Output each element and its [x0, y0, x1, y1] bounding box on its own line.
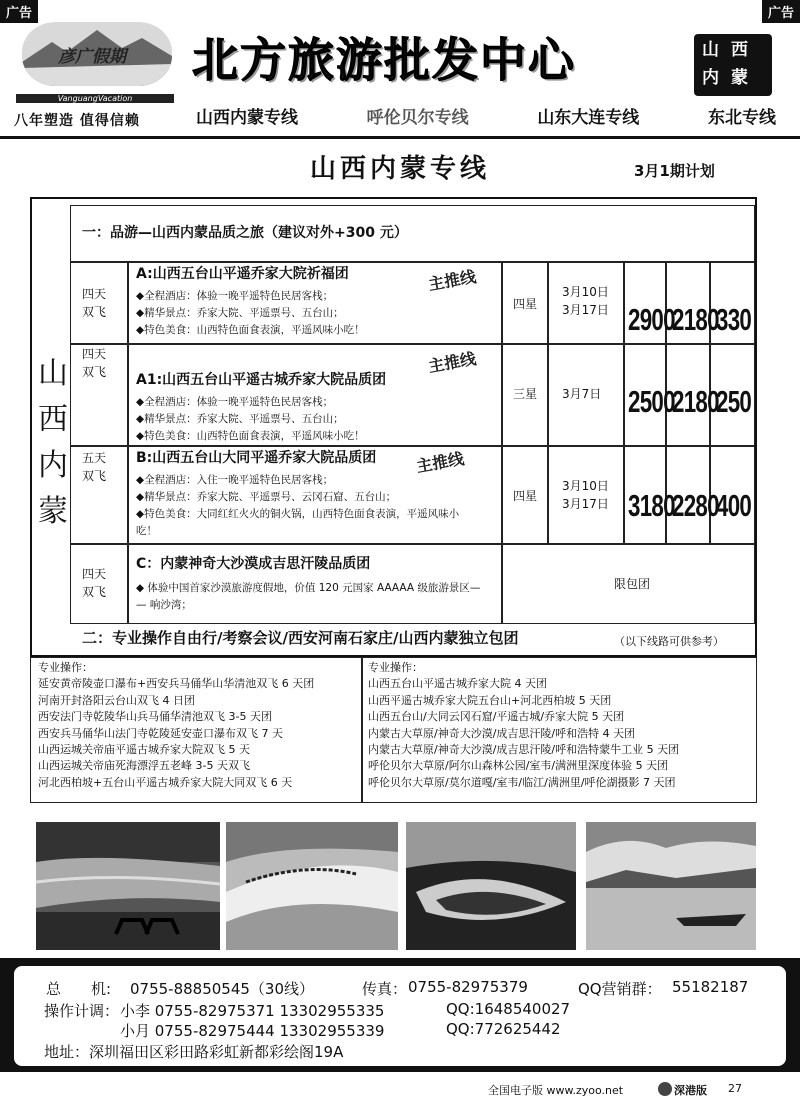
product-a1-line: ◆特色美食：山西特色面食表演，平遥风味小吃！ — [136, 430, 365, 442]
ops-item: 内蒙古大草原/神奇大沙漠/成吉思汗陵/呼和浩特蒙牛工业 5 天团 — [368, 743, 680, 757]
route-item: 东北专线 — [707, 108, 776, 128]
ops-item: 呼伦贝尔大草原/阿尔山森林公园/室韦/满洲里深度体验 5 天团 — [368, 759, 669, 773]
product-c-line: ◆ 体验中国首家沙漠旅游度假地，价值 120 元国家 AAAAA 级旅游景区— — [136, 582, 481, 594]
product-c-note: 限包团 — [614, 577, 651, 591]
push-tag: 主推线 — [426, 266, 478, 295]
product-b-days: 五天 — [82, 451, 107, 465]
section-title: 山西内蒙专线 — [309, 154, 490, 184]
ops-item: 内蒙古大草原/神奇大沙漠/成吉思汗陵/呼和浩特 4 天团 — [368, 726, 636, 740]
product-b-price: 2280 — [672, 488, 719, 523]
route-item: 呼伦贝尔专线 — [366, 108, 469, 128]
qq-group-label: QQ营销群： — [578, 980, 662, 998]
product-a1-price: 250 — [716, 384, 752, 419]
product-b-price: 400 — [716, 488, 752, 523]
site-logo-icon — [658, 1082, 672, 1096]
qq-2: QQ:772625442 — [446, 1020, 561, 1038]
product-a-line: ◆特色美食：山西特色面食表演，平遥风味小吃！ — [136, 324, 365, 336]
ops-item: 山西五台山平遥古城乔家大院 4 天团 — [368, 677, 547, 691]
product-a-price: 330 — [716, 302, 752, 337]
product-b-name: B:山西五台山大同平遥乔家大院品质团 — [136, 450, 377, 466]
product-a1-price: 2180 — [672, 384, 719, 419]
ops-title: 专业操作： — [368, 661, 423, 674]
logo-subtitle: VanguangVacation — [16, 94, 174, 103]
product-b-price: 3180 — [628, 488, 675, 523]
ops-item: 河南开封洛阳云台山双飞 4 日团 — [38, 693, 195, 707]
product-a-date: 3月17日 — [562, 303, 609, 317]
product-a-line: ◆精华景点：乔家大院、平遥票号、五台山； — [136, 307, 344, 319]
main-line: 0755-88850545（30线） — [130, 980, 315, 998]
ops-item: 山西运城关帝庙平遥古城乔家大院双飞 5 天 — [38, 743, 250, 757]
main-line-label: 总 机: — [46, 980, 112, 998]
product-a-price: 2900 — [628, 302, 675, 337]
ops-contact-2: 小月 0755-82975444 13302955339 — [120, 1022, 385, 1040]
edition: 深港版 — [674, 1084, 707, 1097]
qq-group: 55182187 — [672, 978, 749, 996]
ops-contact-1: 小李 0755-82975371 13302955335 — [120, 1002, 385, 1020]
product-a1-mode: 双飞 — [82, 365, 107, 379]
fax-number: 0755-82975379 — [408, 978, 528, 996]
product-c-days: 四天 — [82, 567, 107, 581]
product-a-days: 四天 — [82, 287, 107, 301]
ops-item: 山西五台山/大同云冈石窟/平遥古城/乔家大院 5 天团 — [368, 710, 625, 724]
river-bend-photo — [406, 822, 576, 950]
slogan: 八年塑造 值得信赖 — [14, 113, 140, 129]
product-a1-line: ◆全程酒店：体验一晚平遥特色民居客栈； — [136, 396, 334, 408]
ops-contact-label: 操作计调： — [44, 1002, 120, 1020]
row-header-2-note: （以下线路可供参考） — [614, 635, 724, 648]
product-a-mode: 双飞 — [82, 305, 107, 319]
product-a1-days: 四天 — [82, 347, 107, 361]
ops-item: 山西平遥古城乔家大院五台山+河北西柏坡 5 天团 — [368, 693, 612, 707]
product-a-name: A:山西五台山平遥乔家大院祈福团 — [136, 266, 349, 282]
product-b-line: 吃！ — [136, 525, 157, 537]
plan-label: 3月1期计划 — [634, 162, 715, 180]
product-a-star: 四星 — [513, 297, 538, 311]
row-header-2: 二：专业操作自由行/考察会议/西安河南石家庄/山西内蒙独立包团 — [82, 629, 519, 647]
ops-item: 西安法门寺乾陵华山兵马俑华清池双飞 3-5 天团 — [38, 710, 272, 724]
ops-item: 河北西柏坡+五台山平遥古城乔家大院大同双飞 6 天 — [38, 775, 293, 789]
page-number: 27 — [728, 1082, 742, 1095]
center-title: 北方旅游批发中心 — [192, 33, 576, 87]
address: 地址：深圳福田区彩田路彩虹新都彩绘阁19A — [44, 1043, 344, 1061]
product-c-line: — 响沙湾； — [136, 599, 192, 611]
product-c-mode: 双飞 — [82, 585, 107, 599]
company-logo — [22, 22, 172, 86]
logo-name: 彦广假期 — [58, 47, 126, 67]
route-item: 山西内蒙专线 — [196, 108, 298, 128]
region-badge: 山西 内蒙 — [694, 34, 772, 96]
ops-item: 呼伦贝尔大草原/莫尔道嘎/室韦/临江/满洲里/呼伦湖摄影 7 天团 — [368, 775, 676, 789]
product-c-name: C：内蒙神奇大沙漠成吉思汗陵品质团 — [136, 556, 371, 572]
product-b-date: 3月10日 — [562, 479, 609, 493]
push-tag: 主推线 — [426, 348, 478, 377]
push-tag: 主推线 — [414, 448, 466, 477]
ad-tag-right: 广告 — [762, 0, 800, 23]
product-b-date: 3月17日 — [562, 497, 609, 511]
product-b-line: ◆精华景点：乔家大院、平遥票号、云冈石窟、五台山； — [136, 491, 397, 503]
fax-label: 传真： — [362, 980, 408, 998]
product-b-star: 四星 — [513, 489, 538, 503]
product-b-line: ◆特色美食：大同红红火火的铜火锅，山西特色面食表演，平遥风味小 — [136, 508, 460, 520]
lake-boat-photo — [586, 822, 756, 950]
product-b-line: ◆全程酒店：入住一晚平遥特色民居客栈； — [136, 474, 334, 486]
product-a1-star: 三星 — [513, 387, 538, 401]
ops-item: 山西运城关帝庙死海漂浮五老峰 3-5 天双飞 — [38, 759, 250, 773]
product-a-date: 3月10日 — [562, 285, 609, 299]
product-a1-date: 3月7日 — [562, 387, 602, 401]
ad-tag-left: 广告 — [0, 0, 38, 23]
ops-item: 延安黄帝陵壶口瀑布+西安兵马俑华山华清池双飞 6 天团 — [38, 677, 315, 691]
product-a1-line: ◆精华景点：乔家大院、平遥票号、五台山； — [136, 413, 344, 425]
header-divider — [0, 136, 800, 139]
ops-list-left — [38, 660, 368, 791]
product-a-price: 2180 — [672, 302, 719, 337]
ops-list-right — [368, 660, 698, 791]
ops-item: 西安兵马俑华山法门寺乾陵延安壶口瀑布双飞 7 天 — [38, 726, 283, 740]
grassland-riders-photo — [36, 822, 220, 950]
side-label: 山 西 内 蒙 — [38, 356, 68, 529]
product-a1-name: A1:山西五台山平遥古城乔家大院品质团 — [136, 372, 387, 388]
site-url: 全国电子版 www.zyoo.net — [488, 1084, 624, 1097]
product-a-line: ◆全程酒店：体验一晚平遥特色民居客栈； — [136, 290, 334, 302]
route-list — [196, 103, 776, 128]
row-header-1: 一：品游—山西内蒙品质之旅（建议对外+300 元） — [82, 225, 408, 241]
ops-title: 专业操作： — [38, 661, 93, 674]
product-a1-price: 2500 — [628, 384, 675, 419]
route-item: 山东大连专线 — [537, 108, 640, 128]
desert-camel-photo — [226, 822, 398, 950]
qq-1: QQ:1648540027 — [446, 1000, 571, 1018]
product-b-mode: 双飞 — [82, 469, 107, 483]
